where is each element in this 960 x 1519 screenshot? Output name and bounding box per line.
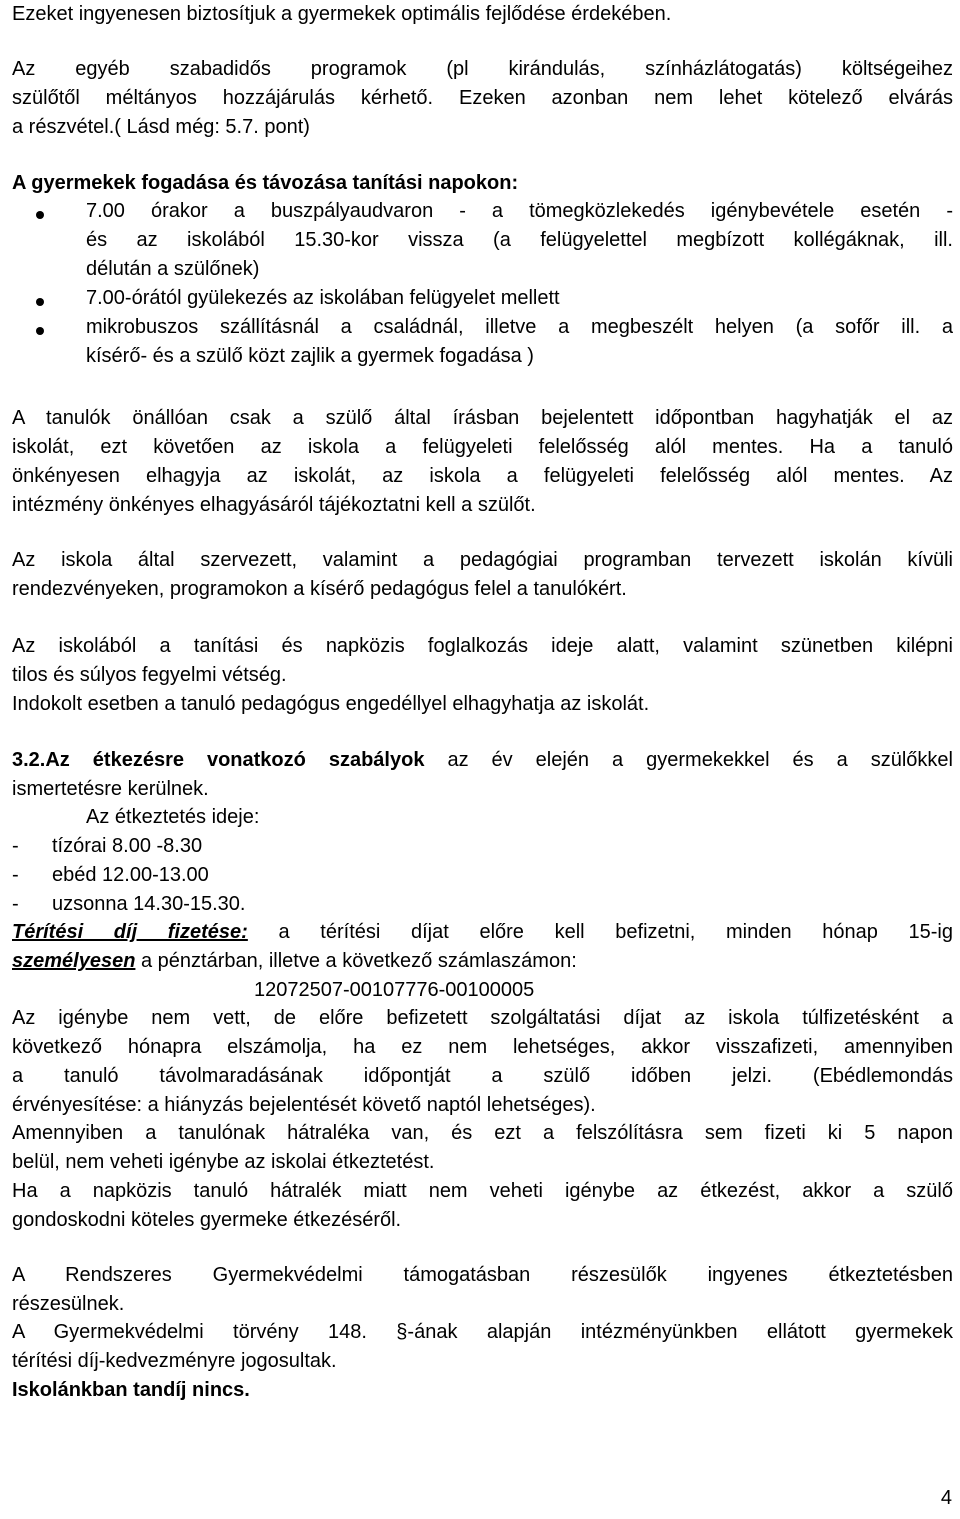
dash-marker: - (12, 835, 19, 857)
fee-text: a térítési díjat előre kell befizetni, minden hónap 15-ig (247, 921, 953, 943)
text-line: A Gyermekvédelmi törvény 148. §-ának alapján intézményünkben ellátott gyermekek (12, 1321, 953, 1343)
text-line: Ha a napközis tanuló hátralék miatt nem veheti igénybe az étkezést, akkor a szülő (12, 1180, 953, 1202)
text-line: következő hónapra elszámolja, ha ez nem lehetséges, akkor visszafizeti, amennyiben (12, 1036, 953, 1058)
text-line (12, 918, 953, 947)
text-line: a tanuló távolmaradásának időpontját a szülő időben jelzi. (Ebédlemondás (12, 1065, 953, 1087)
text-line: iskolát, ezt követően az iskola a felügyeleti felelősség alól mentes. Ha a tanuló (12, 436, 953, 458)
text-line: érvényesítése: a hiányzás bejelentését követő naptól lehetséges). (12, 1094, 596, 1116)
text-line: részesülnek. (12, 1293, 125, 1315)
text-line: tilos és súlyos fegyelmi vétség. (12, 664, 287, 686)
list-item: kísérő- és a szülő közt zajlik a gyermek fogadása ) (86, 345, 534, 367)
bullet-icon (36, 211, 44, 219)
text-line: intézmény önkényes elhagyásáról tájékoztatni kell a szülőt. (12, 494, 536, 516)
list-item: 7.00-órától gyülekezés az iskolában felügyelet mellett (86, 287, 560, 309)
text-line: Az egyéb szabadidős programok (pl kirándulás, színházlátogatás) költségeihez (12, 58, 953, 80)
meal-time: ebéd 12.00-13.00 (52, 864, 209, 886)
section-heading (12, 746, 953, 775)
text-line (12, 947, 953, 976)
text-line: ismertetésre kerülnek. (12, 778, 209, 800)
text-line: önkényesen elhagyja az iskolát, az iskola a felügyeleti felelősség alól mentes. Az (12, 465, 953, 487)
list-item: 7.00 órakor a buszpályaudvaron - a tömegközlekedés igénybevétele esetén - (86, 200, 953, 222)
list-item: délután a szülőnek) (86, 258, 260, 280)
text-line: Ezeket ingyenesen biztosítjuk a gyermekek optimális fejlődése érdekében. (12, 3, 672, 25)
text-line: Az iskolából a tanítási és napközis foglalkozás ideje alatt, valamint szünetben kilépni (12, 635, 953, 657)
text-line: térítési díj-kedvezményre jogosultak. (12, 1350, 337, 1372)
page-number: 4 (940, 1487, 952, 1509)
dash-marker: - (12, 893, 19, 915)
text-line: Az igénybe nem vett, de előre befizetett szolgáltatási díjat az iskola túlfizetésként a (12, 1007, 953, 1029)
list-item: mikrobuszos szállításnál a családnál, illetve a megbeszélt helyen (a sofőr ill. a (86, 316, 953, 338)
text-line: a részvétel.( Lásd még: 5.7. pont) (12, 116, 310, 138)
text-line: Az iskola által szervezett, valamint a pedagógiai programban tervezett iskolán kívüli (12, 549, 953, 571)
text-line: Amennyiben a tanulónak hátraléka van, és ezt a felszólításra sem fizeti ki 5 napon (12, 1122, 953, 1144)
closing-statement: Iskolánkban tandíj nincs. (12, 1379, 250, 1401)
text-line: gondoskodni köteles gyermeke étkezéséről. (12, 1209, 402, 1231)
text-line: rendezvényeken, programokon a kísérő pedagógus felel a tanulókért. (12, 578, 627, 600)
meal-time: uzsonna 14.30-15.30. (52, 893, 246, 915)
meal-title: Az étkeztetés ideje: (86, 806, 260, 828)
text-line: szülőtől méltányos hozzájárulás kérhető. Ezeken azonban nem lehet kötelező elvárás (12, 87, 953, 109)
fee-text: a pénztárban, illetve a következő számlaszámon: (135, 950, 577, 972)
bullet-icon (36, 327, 44, 335)
meal-time: tízórai 8.00 -8.30 (52, 835, 203, 857)
fee-emphasis: személyesen (12, 950, 136, 972)
section-heading: A gyermekek fogadása és távozása tanítási napokon: (12, 172, 519, 194)
account-number: 12072507-00107776-00100005 (254, 979, 535, 1001)
text-line: A tanulók önállóan csak a szülő által írásban bejelentett időpontban hagyhatják el az (12, 407, 953, 429)
list-item: és az iskolából 15.30-kor vissza (a felügyelettel megbízott kollégáknak, ill. (86, 229, 953, 251)
bullet-icon (36, 298, 44, 306)
text-line: belül, nem veheti igénybe az iskolai étkeztetést. (12, 1151, 435, 1173)
text-line: Indokolt esetben a tanuló pedagógus engedéllyel elhagyhatja az iskolát. (12, 693, 650, 715)
section-title: 3.2.Az étkezésre vonatkozó szabályok (12, 749, 425, 771)
fee-heading: Térítési díj fizetése: (12, 921, 248, 943)
section-text: az év elején a gyermekekkel és a szülőkkel (424, 749, 953, 771)
text-line: A Rendszeres Gyermekvédelmi támogatásban részesülők ingyenes étkeztetésben (12, 1264, 953, 1286)
dash-marker: - (12, 864, 19, 886)
